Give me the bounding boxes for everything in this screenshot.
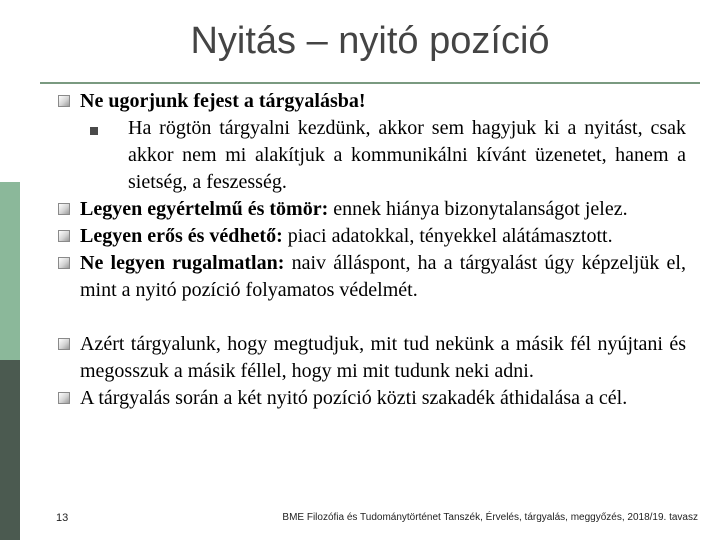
bullet-item	[58, 385, 686, 412]
bullet-text: A tárgyalás során a két nyitó pozíció közti szakadék áthidalása a cél.	[80, 387, 628, 409]
bullet-bold-text: Ne ugorjunk fejest a tárgyalásba!	[80, 90, 366, 112]
checkbox-bullet-icon	[58, 257, 70, 269]
bullet-text: naiv álláspont, ha a tárgyalást úgy képzeljük el, mint a nyitó pozíció folyamatos védelmét.	[80, 252, 686, 301]
bullet-bold-text: Legyen erős és védhető:	[80, 225, 283, 247]
sub-bullet-item	[58, 115, 686, 196]
bullet-text: piaci adatokkal, tényekkel alátámasztott.	[282, 225, 613, 247]
slide-content	[58, 88, 686, 412]
slide-footer	[0, 512, 720, 532]
title-divider	[40, 82, 700, 84]
bullet-text: ennek hiánya bizonytalanságot jelez.	[328, 198, 628, 220]
square-bullet-icon	[90, 127, 98, 135]
footer-text: BME Filozófia és Tudománytörténet Tanszék, Érvelés, tárgyalás, meggyőzés, 2018/19. tavasz	[282, 512, 698, 523]
sidebar-segment-middle	[0, 182, 20, 360]
checkbox-bullet-icon	[58, 95, 70, 107]
bullet-item	[58, 196, 686, 223]
sidebar-stripe	[0, 0, 20, 540]
slide-title: Nyitás – nyitó pozíció	[190, 20, 550, 62]
bullet-item	[58, 223, 686, 250]
sub-bullet-text: Ha rögtön tárgyalni kezdünk, akkor sem hagyjuk ki a nyitást, csak akkor nem mi alakítjuk a kommunikálni kívánt üzenetet, hanem a sietség, a feszesség.	[128, 117, 686, 193]
sidebar-segment-top	[0, 0, 20, 182]
page-number: 13	[56, 512, 69, 524]
checkbox-bullet-icon	[58, 203, 70, 215]
bullet-item	[58, 250, 686, 304]
checkbox-bullet-icon	[58, 392, 70, 404]
section-spacer	[58, 304, 686, 331]
bullet-bold-text: Ne legyen rugalmatlan:	[80, 252, 285, 274]
bullet-text: Azért tárgyalunk, hogy megtudjuk, mit tud nekünk a másik fél nyújtani és megosszuk a másik féllel, hogy mi mit tudunk neki adni.	[80, 333, 686, 382]
checkbox-bullet-icon	[58, 230, 70, 242]
checkbox-bullet-icon	[58, 338, 70, 350]
bullet-item	[58, 331, 686, 385]
bullet-item	[58, 88, 686, 115]
bullet-bold-text: Legyen egyértelmű és tömör:	[80, 198, 329, 220]
